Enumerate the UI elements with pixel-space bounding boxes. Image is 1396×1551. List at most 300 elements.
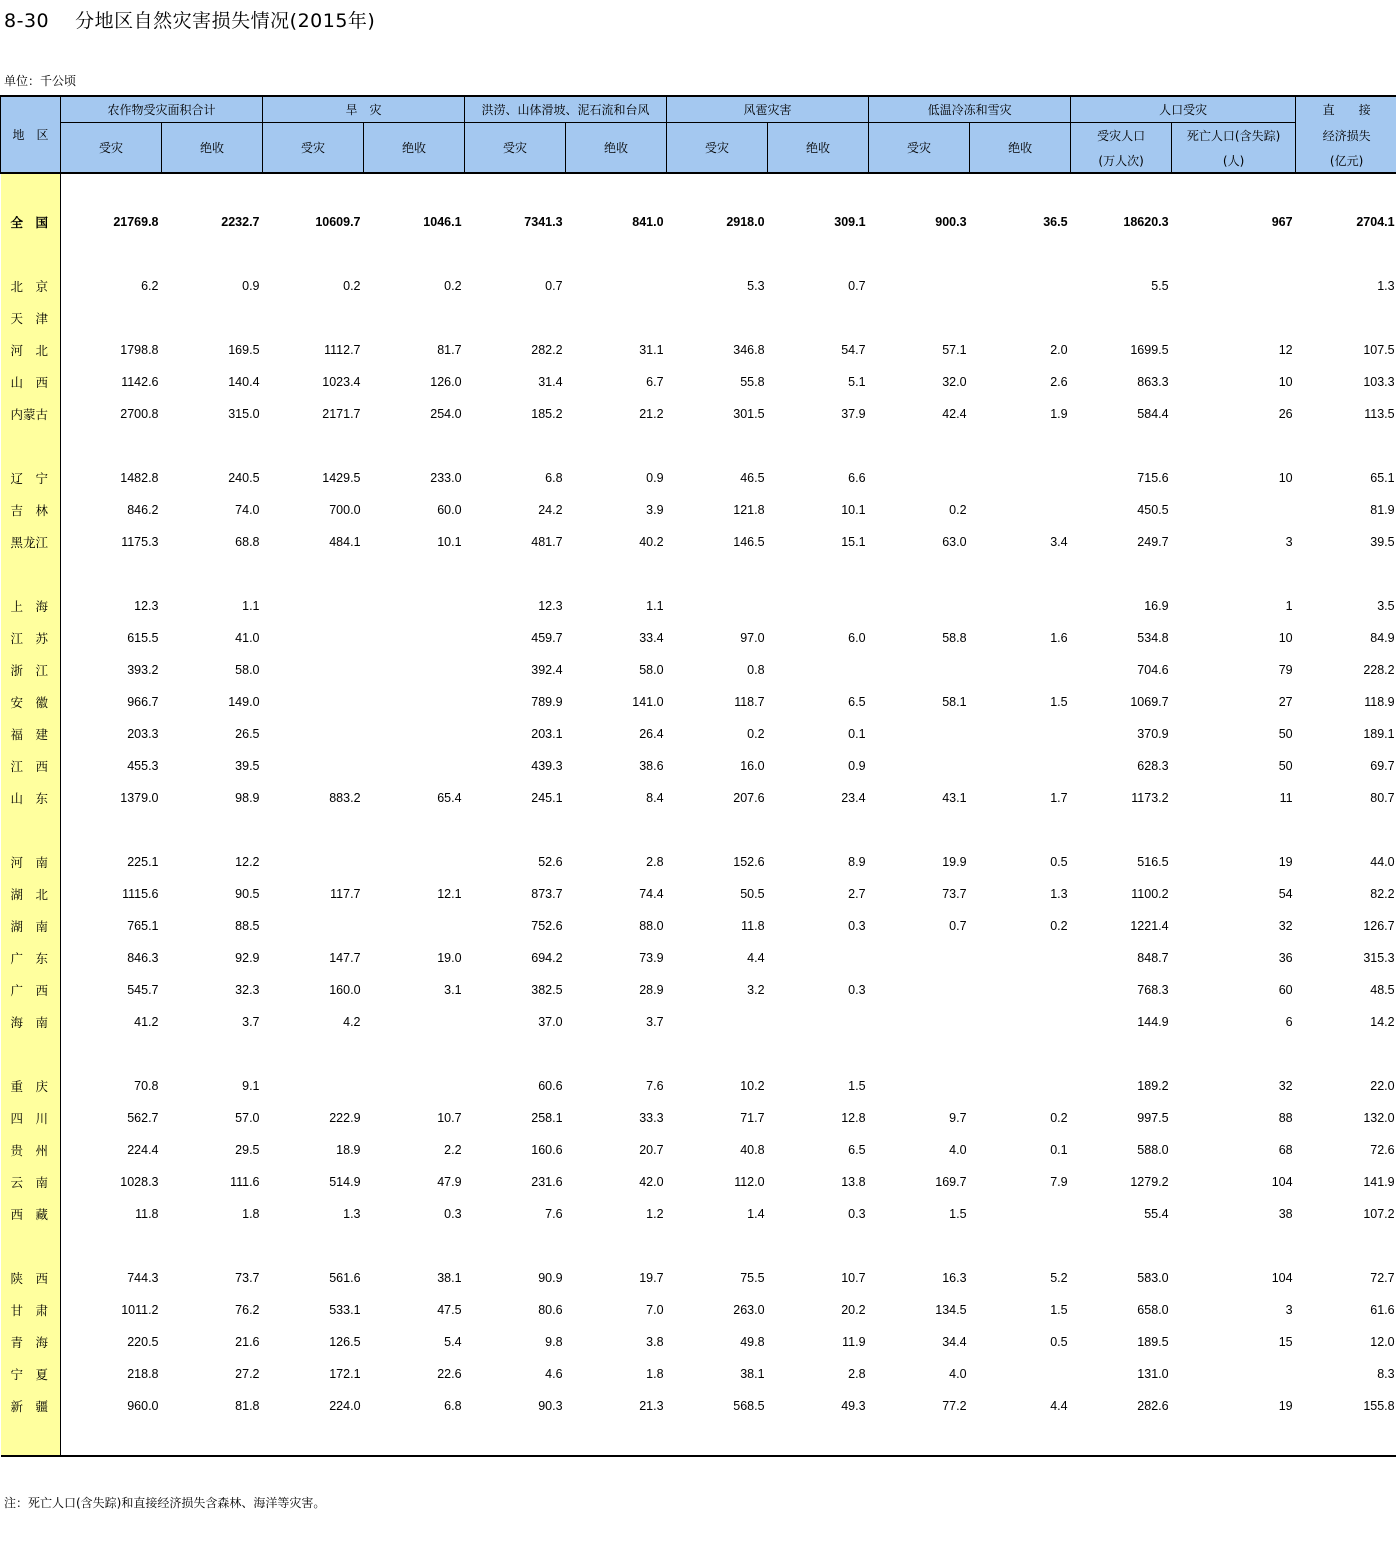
table-row [1, 1262, 1396, 1294]
value-cell: 60.0 [437, 503, 462, 517]
value-cell: 2.8 [848, 1367, 866, 1381]
value-cell: 58.0 [639, 663, 664, 677]
table-row [1, 1006, 1396, 1038]
value-cell: 1429.5 [322, 471, 361, 485]
value-cell: 841.0 [632, 215, 664, 229]
value-cell: 118.9 [1364, 695, 1395, 709]
value-cell: 3.7 [646, 1015, 664, 1029]
value-cell: 568.5 [733, 1399, 765, 1413]
sub-header-affected: 受灾 [869, 123, 970, 174]
value-cell: 382.5 [531, 983, 563, 997]
value-cell: 1379.0 [120, 791, 159, 805]
value-cell: 112.0 [734, 1175, 765, 1189]
sub-header-affected: 受灾 [61, 123, 162, 174]
pop-dead-header-top: 死亡人口(含失踪) [1172, 123, 1296, 149]
value-cell [869, 462, 970, 494]
value-cell: 1115.6 [122, 887, 159, 901]
value-cell: 1.3 [1050, 887, 1068, 901]
value-cell: 58.1 [942, 695, 967, 709]
value-cell: 37.9 [841, 407, 866, 421]
value-cell: 42.0 [639, 1175, 664, 1189]
group-header-drought: 旱 灾 [263, 96, 465, 123]
value-cell: 81.9 [1370, 503, 1395, 517]
value-cell: 450.5 [1137, 503, 1169, 517]
value-cell: 0.3 [848, 1207, 866, 1221]
value-cell: 57.1 [942, 343, 967, 357]
value-cell: 21769.8 [113, 215, 159, 229]
value-cell: 189.1 [1363, 727, 1395, 741]
region-name: 重 庆 [1, 1070, 61, 1102]
spacer-row [1, 558, 1396, 590]
value-cell: 3.4 [1050, 535, 1068, 549]
value-cell: 0.9 [242, 279, 260, 293]
value-cell [970, 1358, 1071, 1390]
value-cell [768, 302, 869, 334]
value-cell: 231.6 [531, 1175, 563, 1189]
value-cell [566, 302, 667, 334]
value-cell: 1.1 [646, 599, 664, 613]
value-cell: 38.6 [639, 759, 664, 773]
value-cell: 134.5 [935, 1303, 967, 1317]
value-cell: 5.5 [1151, 279, 1169, 293]
value-cell [1296, 302, 1396, 334]
value-cell: 11.9 [842, 1335, 866, 1349]
value-cell: 960.0 [127, 1399, 159, 1413]
value-cell: 90.5 [235, 887, 260, 901]
table-row [1, 878, 1396, 910]
value-cell [970, 590, 1071, 622]
value-cell: 80.6 [538, 1303, 563, 1317]
region-name: 天 津 [1, 302, 61, 334]
value-cell: 54.7 [841, 343, 866, 357]
value-cell [667, 302, 768, 334]
value-cell: 10 [1278, 631, 1293, 645]
value-cell: 393.2 [127, 663, 159, 677]
value-cell: 97.0 [740, 631, 765, 645]
value-cell: 50.5 [740, 887, 765, 901]
region-name: 湖 北 [1, 878, 61, 910]
region-header: 地 区 [1, 96, 61, 173]
value-cell: 72.6 [1370, 1143, 1395, 1157]
value-cell: 1.2 [646, 1207, 664, 1221]
value-cell: 74.0 [235, 503, 260, 517]
value-cell [869, 654, 970, 686]
region-name: 吉 林 [1, 494, 61, 526]
value-cell: 33.3 [639, 1111, 664, 1125]
value-cell: 4.6 [545, 1367, 563, 1381]
value-cell: 189.5 [1137, 1335, 1169, 1349]
value-cell [566, 270, 667, 302]
table-row [1, 526, 1396, 558]
value-cell: 22.0 [1370, 1079, 1395, 1093]
value-cell [263, 910, 364, 942]
value-cell [970, 302, 1071, 334]
value-cell: 873.7 [531, 887, 563, 901]
value-cell: 8.3 [1377, 1367, 1395, 1381]
sub-header-affected: 受灾 [667, 123, 768, 174]
value-cell: 41.2 [134, 1015, 159, 1029]
value-cell: 13.8 [841, 1175, 866, 1189]
value-cell: 88.5 [235, 919, 260, 933]
value-cell: 245.1 [531, 791, 563, 805]
table-row [1, 270, 1396, 302]
value-cell: 113.5 [1364, 407, 1395, 421]
table-row [1, 1294, 1396, 1326]
value-cell: 11 [1279, 791, 1293, 805]
value-cell: 60 [1278, 983, 1293, 997]
value-cell: 0.7 [949, 919, 967, 933]
value-cell: 514.9 [329, 1175, 361, 1189]
value-cell: 10.7 [437, 1111, 462, 1125]
value-cell: 3.2 [747, 983, 765, 997]
value-cell: 2.2 [444, 1143, 462, 1157]
region-name: 宁 夏 [1, 1358, 61, 1390]
value-cell: 3.1 [444, 983, 462, 997]
value-cell: 32 [1278, 919, 1293, 933]
value-cell: 8.9 [848, 855, 866, 869]
value-cell: 439.3 [531, 759, 563, 773]
value-cell: 42.4 [942, 407, 967, 421]
value-cell: 2.6 [1050, 375, 1068, 389]
region-name: 上 海 [1, 590, 61, 622]
group-header-total-crop: 农作物受灾面积合计 [61, 96, 263, 123]
value-cell: 1221.4 [1130, 919, 1169, 933]
value-cell: 126.7 [1363, 919, 1395, 933]
value-cell: 2.8 [646, 855, 664, 869]
value-cell: 50 [1278, 727, 1293, 741]
value-cell: 43.1 [942, 791, 967, 805]
spacer-cell [61, 814, 1396, 846]
region-name: 陕 西 [1, 1262, 61, 1294]
value-cell: 704.6 [1137, 663, 1169, 677]
value-cell: 26.5 [235, 727, 260, 741]
region-cell [1, 1230, 61, 1262]
value-cell: 19 [1278, 1399, 1293, 1413]
value-cell: 765.1 [127, 919, 159, 933]
region-name: 广 西 [1, 974, 61, 1006]
table-row [1, 302, 1396, 334]
value-cell: 0.3 [848, 983, 866, 997]
value-cell: 189.2 [1137, 1079, 1169, 1093]
value-cell: 224.0 [329, 1399, 361, 1413]
value-cell: 9.1 [242, 1079, 260, 1093]
value-cell: 2.7 [848, 887, 866, 901]
value-cell: 220.5 [127, 1335, 159, 1349]
value-cell: 38 [1278, 1207, 1293, 1221]
economic-header-top: 直 接 [1296, 96, 1396, 123]
value-cell: 33.4 [639, 631, 664, 645]
value-cell: 29.5 [235, 1143, 260, 1157]
value-cell: 6.5 [848, 1143, 866, 1157]
value-cell: 694.2 [531, 951, 563, 965]
value-cell: 370.9 [1137, 727, 1169, 741]
value-cell [263, 1070, 364, 1102]
value-cell: 0.7 [848, 279, 866, 293]
value-cell: 107.5 [1363, 343, 1395, 357]
value-cell: 2171.7 [322, 407, 361, 421]
value-cell: 49.8 [740, 1335, 765, 1349]
value-cell: 107.2 [1363, 1207, 1395, 1221]
value-cell: 28.9 [639, 983, 664, 997]
value-cell: 2232.7 [221, 215, 260, 229]
value-cell: 254.0 [430, 407, 462, 421]
value-cell: 0.1 [1050, 1143, 1068, 1157]
value-cell: 27 [1278, 695, 1293, 709]
value-cell [364, 1070, 465, 1102]
value-cell: 80.7 [1370, 791, 1395, 805]
value-cell: 6.0 [848, 631, 866, 645]
region-cell [1, 558, 61, 590]
value-cell: 484.1 [329, 535, 361, 549]
value-cell: 966.7 [127, 695, 159, 709]
value-cell: 1.7 [1050, 791, 1068, 805]
value-cell: 4.0 [949, 1143, 967, 1157]
spacer-row [1, 1038, 1396, 1070]
value-cell [869, 270, 970, 302]
value-cell: 19.0 [437, 951, 462, 965]
disaster-loss-table [0, 95, 1396, 1457]
value-cell: 1028.3 [120, 1175, 159, 1189]
value-cell: 68.8 [235, 535, 260, 549]
value-cell: 48.5 [1370, 983, 1395, 997]
value-cell: 225.1 [127, 855, 159, 869]
value-cell: 0.3 [848, 919, 866, 933]
value-cell: 282.2 [531, 343, 563, 357]
value-cell: 16.9 [1144, 599, 1169, 613]
footnote: 注：死亡人口(含失踪)和直接经济损失含森林、海洋等灾害。 [4, 1496, 326, 1510]
spacer-cell [61, 558, 1396, 590]
value-cell: 38.1 [437, 1271, 462, 1285]
value-cell: 7.6 [545, 1207, 563, 1221]
value-cell: 172.1 [329, 1367, 361, 1381]
value-cell [1172, 494, 1296, 526]
value-cell: 658.0 [1137, 1303, 1169, 1317]
value-cell [263, 302, 364, 334]
pop-affected-header-top: 受灾人口 [1071, 123, 1172, 149]
value-cell: 1175.3 [121, 535, 159, 549]
region-cell [1, 1422, 61, 1456]
spacer-row [1, 1422, 1396, 1456]
value-cell: 10 [1278, 375, 1293, 389]
value-cell [768, 590, 869, 622]
table-row [1, 622, 1396, 654]
value-cell [970, 718, 1071, 750]
value-cell: 160.0 [329, 983, 361, 997]
value-cell: 18.9 [336, 1143, 361, 1157]
table-row [1, 494, 1396, 526]
table-row [1, 686, 1396, 718]
value-cell: 149.0 [228, 695, 260, 709]
value-cell: 301.5 [733, 407, 765, 421]
value-cell: 4.4 [747, 951, 765, 965]
table-row [1, 1070, 1396, 1102]
value-cell: 0.2 [1050, 1111, 1068, 1125]
value-cell: 1.3 [343, 1207, 361, 1221]
value-cell: 0.2 [444, 279, 462, 293]
value-cell: 588.0 [1137, 1143, 1169, 1157]
value-cell [869, 942, 970, 974]
value-cell: 583.0 [1137, 1271, 1169, 1285]
value-cell: 54 [1278, 887, 1293, 901]
value-cell: 152.6 [733, 855, 765, 869]
value-cell: 40.2 [639, 535, 664, 549]
value-cell: 71.7 [740, 1111, 765, 1125]
region-cell [1, 173, 61, 206]
value-cell [1172, 1358, 1296, 1390]
sub-header-failed: 绝收 [566, 123, 667, 174]
value-cell: 81.7 [437, 343, 462, 357]
value-cell: 1023.4 [322, 375, 361, 389]
value-cell: 32 [1278, 1079, 1293, 1093]
region-name: 海 南 [1, 1006, 61, 1038]
total-row [1, 206, 1396, 238]
region-cell [1, 238, 61, 270]
value-cell: 88.0 [639, 919, 664, 933]
value-cell: 111.6 [230, 1175, 260, 1189]
value-cell [263, 622, 364, 654]
value-cell: 6.2 [141, 279, 159, 293]
value-cell: 2704.1 [1356, 215, 1395, 229]
value-cell: 1100.2 [1131, 887, 1169, 901]
value-cell: 46.5 [740, 471, 765, 485]
value-cell: 1011.2 [121, 1303, 159, 1317]
region-name: 山 东 [1, 782, 61, 814]
table-row [1, 1198, 1396, 1230]
value-cell: 2.0 [1050, 343, 1068, 357]
value-cell [465, 302, 566, 334]
value-cell: 5.2 [1050, 1271, 1068, 1285]
value-cell: 117.7 [330, 887, 361, 901]
value-cell: 203.3 [127, 727, 159, 741]
value-cell: 73.7 [235, 1271, 260, 1285]
region-name: 四 川 [1, 1102, 61, 1134]
spacer-row [1, 430, 1396, 462]
table-row [1, 750, 1396, 782]
value-cell: 10.2 [740, 1079, 765, 1093]
group-header-frost: 低温冷冻和雪灾 [869, 96, 1071, 123]
table-row [1, 366, 1396, 398]
region-name: 福 建 [1, 718, 61, 750]
value-cell [970, 462, 1071, 494]
value-cell: 282.6 [1137, 1399, 1169, 1413]
value-cell: 57.0 [235, 1111, 260, 1125]
value-cell [970, 750, 1071, 782]
group-header-flood: 洪涝、山体滑坡、泥石流和台风 [465, 96, 667, 123]
value-cell: 715.6 [1137, 471, 1169, 485]
value-cell: 0.3 [444, 1207, 462, 1221]
value-cell: 103.3 [1363, 375, 1395, 389]
region-name: 黑龙江 [1, 526, 61, 558]
value-cell: 768.3 [1137, 983, 1169, 997]
value-cell [364, 718, 465, 750]
value-cell: 36.5 [1043, 215, 1068, 229]
value-cell: 90.9 [538, 1271, 563, 1285]
table-row [1, 910, 1396, 942]
value-cell: 534.8 [1137, 631, 1169, 645]
value-cell: 1.6 [1050, 631, 1068, 645]
value-cell: 6.5 [848, 695, 866, 709]
value-cell: 169.5 [228, 343, 260, 357]
value-cell [263, 686, 364, 718]
value-cell [768, 942, 869, 974]
value-cell: 4.0 [949, 1367, 967, 1381]
value-cell [970, 494, 1071, 526]
value-cell [263, 750, 364, 782]
value-cell: 60.6 [538, 1079, 563, 1093]
value-cell: 3.7 [242, 1015, 260, 1029]
value-cell: 744.3 [127, 1271, 159, 1285]
value-cell: 11.8 [741, 919, 765, 933]
value-cell: 22.6 [437, 1367, 462, 1381]
value-cell: 1.5 [1050, 695, 1068, 709]
value-cell: 144.9 [1137, 1015, 1169, 1029]
value-cell: 47.5 [437, 1303, 462, 1317]
value-cell: 233.0 [430, 471, 462, 485]
region-name: 全 国 [1, 206, 61, 238]
value-cell [869, 750, 970, 782]
region-name: 江 苏 [1, 622, 61, 654]
region-name: 云 南 [1, 1166, 61, 1198]
value-cell: 44.0 [1370, 855, 1395, 869]
value-cell: 392.4 [531, 663, 563, 677]
value-cell: 76.2 [235, 1303, 260, 1317]
value-cell: 58.0 [235, 663, 260, 677]
value-cell: 24.2 [538, 503, 563, 517]
value-cell: 0.2 [1050, 919, 1068, 933]
value-cell: 12.2 [235, 855, 260, 869]
sub-header-failed: 绝收 [162, 123, 263, 174]
value-cell: 68 [1278, 1143, 1293, 1157]
value-cell: 1.4 [747, 1207, 765, 1221]
value-cell [869, 1006, 970, 1038]
unit-label: 单位：千公顷 [4, 74, 77, 88]
value-cell [364, 302, 465, 334]
spacer-row [1, 238, 1396, 270]
value-cell: 562.7 [127, 1111, 159, 1125]
value-cell [768, 1006, 869, 1038]
value-cell: 863.3 [1137, 375, 1169, 389]
spacer-row [1, 173, 1396, 206]
value-cell: 19.9 [942, 855, 967, 869]
value-cell: 0.9 [848, 759, 866, 773]
value-cell: 61.6 [1370, 1303, 1395, 1317]
value-cell: 5.1 [848, 375, 866, 389]
economic-header-bottom: (亿元) [1296, 148, 1396, 173]
value-cell [364, 750, 465, 782]
region-cell [1, 1038, 61, 1070]
value-cell [970, 1070, 1071, 1102]
table-row [1, 846, 1396, 878]
value-cell [970, 1006, 1071, 1038]
table-row [1, 654, 1396, 686]
value-cell: 10.7 [841, 1271, 866, 1285]
value-cell: 58.8 [942, 631, 967, 645]
value-cell: 36 [1278, 951, 1293, 965]
value-cell [263, 718, 364, 750]
value-cell: 15.1 [841, 535, 866, 549]
value-cell: 20.7 [639, 1143, 664, 1157]
value-cell: 309.1 [834, 215, 866, 229]
value-cell: 12.0 [1370, 1335, 1395, 1349]
value-cell: 628.3 [1137, 759, 1169, 773]
value-cell: 7.6 [646, 1079, 664, 1093]
value-cell: 346.8 [733, 343, 765, 357]
value-cell: 4.4 [1050, 1399, 1068, 1413]
page-title: 8-30 分地区自然灾害损失情况(2015年) [4, 10, 376, 32]
sub-header-affected: 受灾 [263, 123, 364, 174]
table-row [1, 1358, 1396, 1390]
value-cell: 39.5 [235, 759, 260, 773]
